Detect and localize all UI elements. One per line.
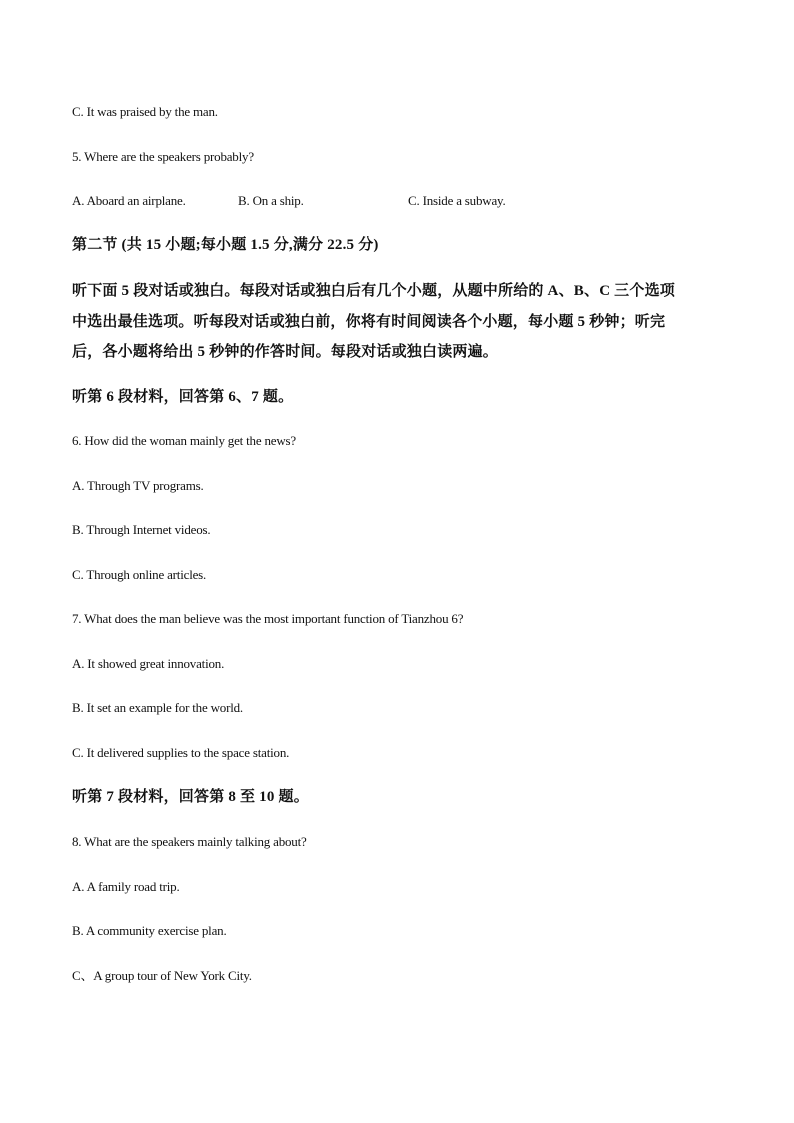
q5-option-b: B. On a ship.	[238, 193, 304, 208]
section2-title: 第二节 (共 15 小题;每小题 1.5 分,满分 22.5 分)	[72, 237, 379, 253]
q6-option-c: C. Through online articles.	[72, 567, 207, 582]
q8-option-c: C、A group tour of New York City.	[72, 968, 252, 983]
q7-option-c: C. It delivered supplies to the space station.	[72, 745, 290, 760]
q6-option-b: B. Through Internet videos.	[72, 522, 211, 537]
q5-option-c: C. Inside a subway.	[408, 193, 506, 208]
material6-heading: 听第 6 段材料，回答第 6、7 题。	[72, 389, 294, 405]
q7-option-b: B. It set an example for the world.	[72, 700, 243, 715]
section2-instruction-line: 听下面 5 段对话或独白。每段对话或独白后有几个小题，从题中所给的 A、B、C 三个选项	[72, 283, 675, 299]
q6-question: 6. How did the woman mainly get the news?	[72, 433, 296, 448]
q7-option-a: A. It showed great innovation.	[72, 656, 225, 671]
q6-option-a: A. Through TV programs.	[72, 478, 204, 493]
q4-option-c: C. It was praised by the man.	[72, 104, 218, 119]
q8-option-b: B. A community exercise plan.	[72, 923, 227, 938]
q5-question: 5. Where are the speakers probably?	[72, 149, 254, 164]
q8-question: 8. What are the speakers mainly talking about?	[72, 834, 307, 849]
section2-instruction-line: 中选出最佳选项。听每段对话或独白前，你将有时间阅读各个小题，每小题 5 秒钟；听完	[72, 314, 666, 330]
q7-question: 7. What does the man believe was the most important function of Tianzhou 6?	[72, 611, 464, 626]
q5-option-a: A. Aboard an airplane.	[72, 193, 186, 208]
q8-option-a: A. A family road trip.	[72, 879, 180, 894]
material7-heading: 听第 7 段材料，回答第 8 至 10 题。	[72, 789, 309, 805]
section2-instruction-line: 后，各小题将给出 5 秒钟的作答时间。每段对话或独白读两遍。	[72, 344, 499, 360]
